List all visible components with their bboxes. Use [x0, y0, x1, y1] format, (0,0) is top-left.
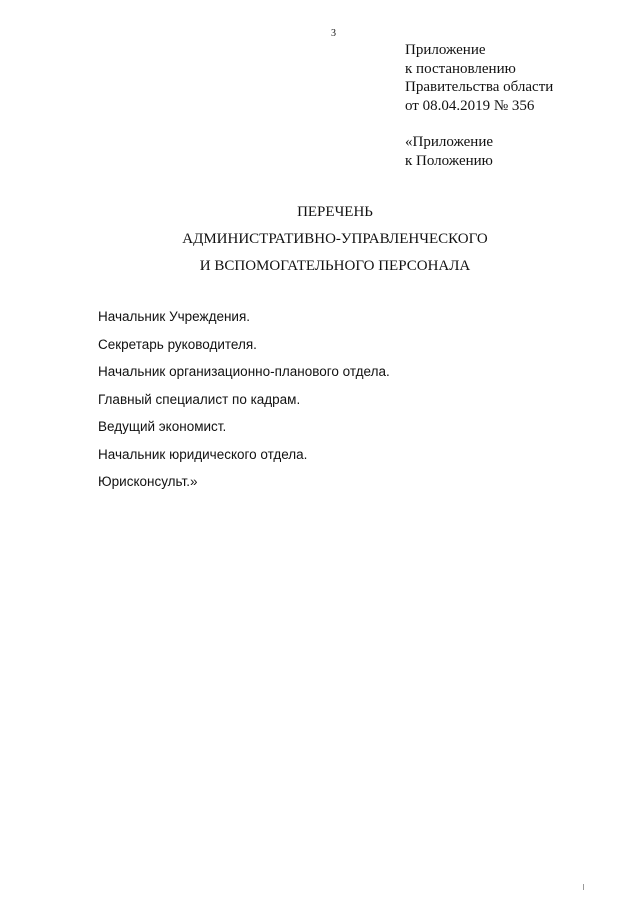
list-item: Юрисконсульт.» — [98, 474, 198, 489]
title-line: ПЕРЕЧЕНЬ — [297, 204, 373, 220]
list-item: Начальник Учреждения. — [98, 309, 251, 324]
list-item: Секретарь руководителя. — [98, 336, 257, 352]
page-number: 3 — [331, 28, 336, 39]
scan-edge-mark — [583, 884, 584, 890]
list-item: Ведущий экономист. — [98, 419, 227, 434]
list-item: Главный специалист по кадрам. — [98, 391, 301, 407]
appendix-spacer — [405, 115, 553, 133]
appendix-line: от 08.04.2019 № 356 — [405, 97, 535, 114]
list-item: Начальник организационно-планового отдела. — [98, 364, 390, 379]
appendix-sub-line: «Приложение — [405, 134, 494, 150]
appendix-line: Правительства области — [405, 79, 554, 95]
document-title — [0, 199, 640, 280]
list-item: Начальник юридического отдела. — [98, 446, 308, 462]
appendix-line: Приложение — [405, 42, 486, 58]
appendix-line: к постановлению — [405, 60, 516, 77]
title-line: И ВСПОМОГАТЕЛЬНОГО ПЕРСОНАЛА — [199, 258, 471, 274]
positions-list — [98, 303, 390, 496]
appendix-sub-line: к Положению — [405, 152, 493, 169]
appendix-block — [405, 41, 553, 170]
title-line: АДМИНИСТРАТИВНО-УПРАВЛЕНЧЕСКОГО — [182, 231, 488, 247]
